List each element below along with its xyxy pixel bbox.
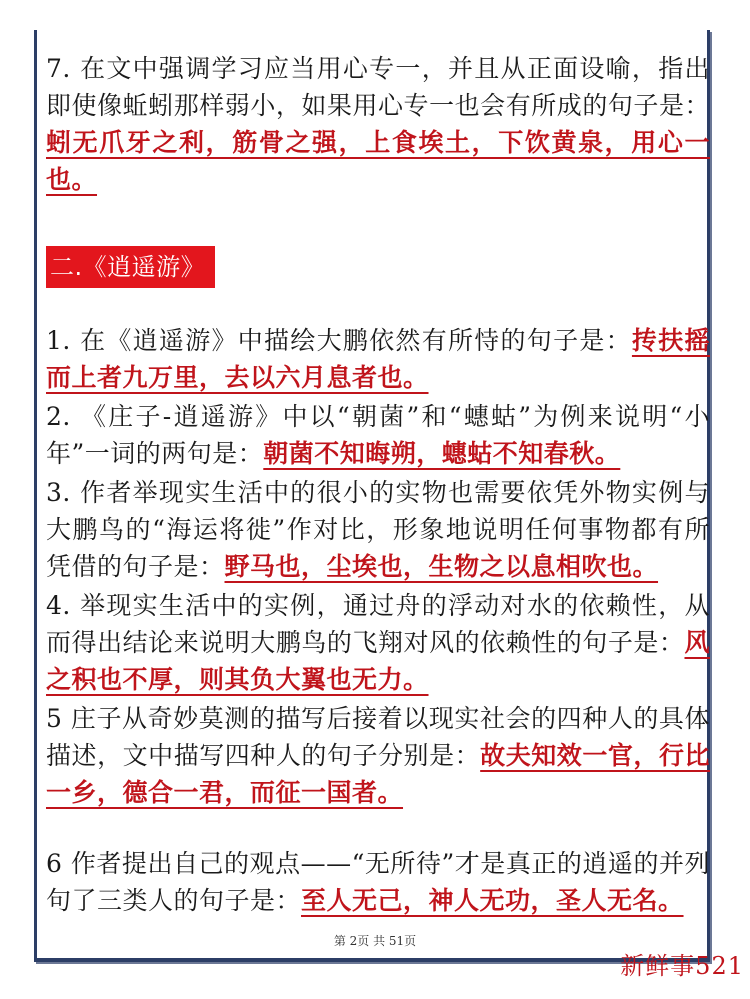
answer-text: 朝菌不知晦朔，蟪蛄不知春秋。	[263, 439, 621, 468]
answer-text: 野马也，尘埃也，生物之以息相吹也。	[224, 552, 659, 581]
question-4	[46, 587, 710, 698]
question-text: 5 庄子从奇妙莫测的描写后接着以现实社会的四种人的具体描述，文中描写四种人的句子分别是：	[46, 704, 710, 770]
page-number: 第 2页 共 51页	[333, 934, 417, 948]
page-content	[46, 50, 710, 919]
question-3	[46, 474, 710, 585]
answer-text: 蚓无爪牙之利，筋骨之强，上食埃土，下饮黄泉，用心一也。	[46, 128, 710, 194]
question-7	[46, 50, 710, 198]
question-text: 2. 《庄子-逍遥游》中以“朝菌”和“蟪蛄”为例来说明“小年”一词的两句是：	[46, 402, 710, 468]
answer-text: 抟扶摇而上者九万里，去以六月息者也。	[46, 326, 710, 392]
answer-text: 故夫知效一官，行比一乡，德合一君，而征一国者。	[46, 741, 710, 807]
question-text: 3. 作者举现实生活中的很小的实物也需要依凭外物实例与大鹏鸟的“海运将徙”作对比，形象地说明任何事物都有所凭借的句子是：	[46, 478, 710, 581]
question-text: 6 作者提出自己的观点——“无所待”才是真正的逍遥的并列句了三类人的句子是：	[46, 849, 710, 915]
question-5	[46, 700, 710, 811]
question-1	[46, 322, 710, 396]
question-text: 7. 在文中强调学习应当用心专一，并且从正面设喻，指出即使像蚯蚓那样弱小，如果用心专一也会有所成的句子是：	[46, 54, 710, 120]
question-text: 4. 举现实生活中的实例，通过舟的浮动对水的依赖性，从而得出结论来说明大鹏鸟的飞翔对风的依赖性的句子是：	[46, 591, 710, 657]
section-heading: 二.《逍遥游》	[46, 246, 215, 288]
question-2	[46, 398, 710, 472]
question-text: 1. 在《逍遥游》中描绘大鹏依然有所恃的句子是：	[46, 326, 632, 355]
watermark-text: 新鲜事521	[620, 952, 744, 980]
answer-text: 风之积也不厚，则其负大翼也无力。	[46, 628, 710, 694]
question-6	[46, 845, 710, 919]
answer-text: 至人无己，神人无功，圣人无名。	[301, 886, 684, 915]
